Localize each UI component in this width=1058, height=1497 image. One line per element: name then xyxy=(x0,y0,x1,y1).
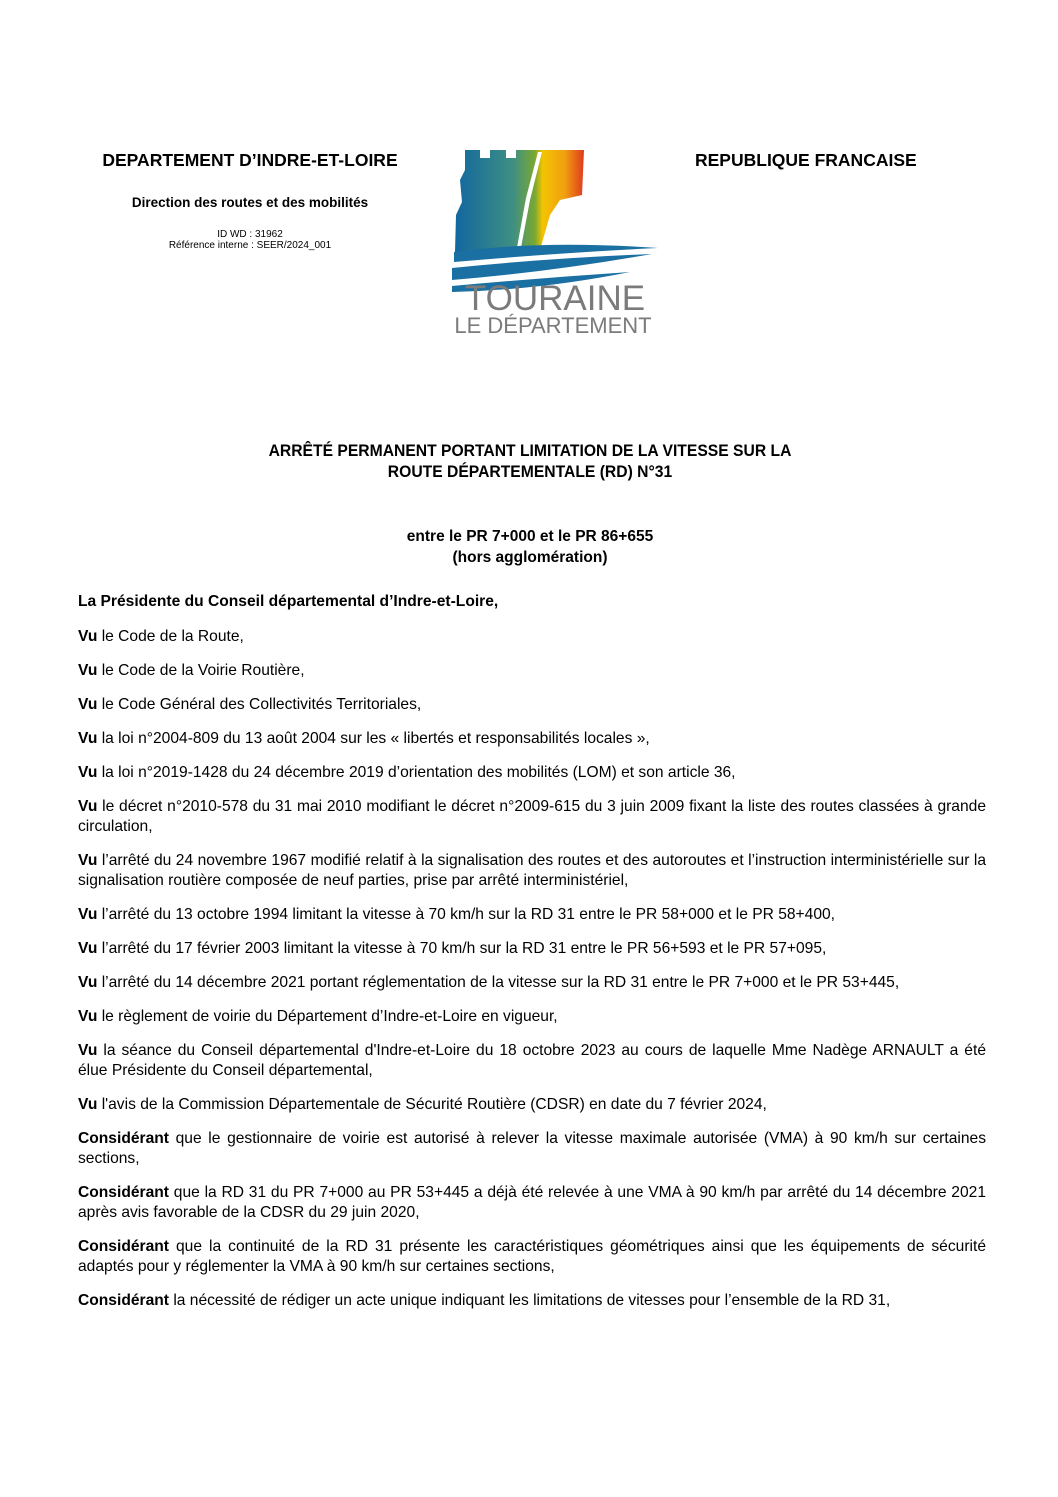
recital-keyword: Vu xyxy=(78,974,98,991)
touraine-logo xyxy=(440,140,670,340)
recital-considerant xyxy=(78,1237,986,1277)
recital-keyword: Considérant xyxy=(78,1130,169,1147)
recital-keyword: Considérant xyxy=(78,1238,169,1255)
internal-reference: Référence interne : SEER/2024_001 xyxy=(168,240,332,251)
recital-keyword: Vu xyxy=(78,764,98,781)
recital-text: que le gestionnaire de voirie est autorisé à relever la vitesse maximale autorisée (VMA) à 90 km/h sur certaines sections, xyxy=(78,1130,986,1167)
recital-keyword: Vu xyxy=(78,1096,98,1113)
department-name: DEPARTEMENT D’INDRE-ET-LOIRE xyxy=(102,150,398,170)
id-wd: ID WD : 31962 xyxy=(217,229,283,240)
recital-vu xyxy=(78,627,986,647)
recital-vu xyxy=(78,797,986,837)
recital-considerant xyxy=(78,1291,986,1311)
title-line-2: ROUTE DÉPARTEMENTALE (RD) N°31 xyxy=(387,463,673,481)
recital-considerant xyxy=(78,1183,986,1223)
recital-keyword: Vu xyxy=(78,696,98,713)
recital-keyword: Vu xyxy=(78,852,98,869)
recital-text: le Code de la Voirie Routière, xyxy=(97,662,305,679)
recital-keyword: Vu xyxy=(78,940,98,957)
decree-subtitle xyxy=(230,526,830,568)
recital-keyword: Vu xyxy=(78,1008,98,1025)
recital-vu xyxy=(78,763,986,783)
subtitle-line-2: (hors agglomération) xyxy=(452,549,608,566)
title-line-1: ARRÊTÉ PERMANENT PORTANT LIMITATION DE LA VITESSE SUR LA xyxy=(268,442,792,460)
decree-title xyxy=(160,441,901,483)
recital-text: l’arrêté du 24 novembre 1967 modifié relatif à la signalisation des routes et des autoroutes et l’instruction interministérielle sur la signalisation routière composée de neuf parties, prise par arrêté interministériel, xyxy=(78,852,986,889)
recital-text: le Code de la Route, xyxy=(97,628,244,645)
recital-considerant xyxy=(78,1129,986,1169)
recital-text: la loi n°2019-1428 du 24 décembre 2019 d’orientation des mobilités (LOM) et son article 36, xyxy=(97,764,736,781)
svg-text:LE DÉPARTEMENT: LE DÉPARTEMENT xyxy=(454,313,652,338)
recital-text: le Code Général des Collectivités Territoriales, xyxy=(97,696,422,713)
document-ids xyxy=(60,229,440,251)
recital-vu xyxy=(78,973,986,993)
recital-vu xyxy=(78,1095,986,1115)
recital-keyword: Vu xyxy=(78,906,98,923)
recital-text: que la RD 31 du PR 7+000 au PR 53+445 a déjà été relevée à une VMA à 90 km/h par arrêté du 14 décembre 2021 après avis favorable de la CDSR du 29 juin 2020, xyxy=(78,1184,986,1221)
subtitle-line-1: entre le PR 7+000 et le PR 86+655 xyxy=(406,528,654,545)
decree-body xyxy=(78,592,986,1325)
recital-text: le décret n°2010-578 du 31 mai 2010 modifiant le décret n°2009-615 du 3 juin 2009 fixant la liste des routes classées à grande circulation, xyxy=(78,798,986,835)
recital-keyword: Vu xyxy=(78,798,98,815)
recital-keyword: Considérant xyxy=(78,1184,169,1201)
direction-name: Direction des routes et des mobilités xyxy=(131,195,369,210)
recital-text: la loi n°2004-809 du 13 août 2004 sur les « libertés et responsabilités locales », xyxy=(97,730,650,747)
recitals-list xyxy=(78,627,986,1311)
recital-vu xyxy=(78,1041,986,1081)
recital-text: l’arrêté du 14 décembre 2021 portant réglementation de la vitesse sur la RD 31 entre le PR 7+000 et le PR 53+445, xyxy=(97,974,900,991)
recital-keyword: Vu xyxy=(78,628,98,645)
republic-label: REPUBLIQUE FRANCAISE xyxy=(695,150,917,170)
recital-vu xyxy=(78,1007,986,1027)
svg-text:TOURAINE: TOURAINE xyxy=(464,279,646,318)
recital-text: l'avis de la Commission Départementale de Sécurité Routière (CDSR) en date du 7 février 2024, xyxy=(97,1096,767,1113)
recital-vu xyxy=(78,851,986,891)
president-intro: La Présidente du Conseil départemental d’Indre-et-Loire, xyxy=(78,593,499,610)
castle-tower-icon xyxy=(440,140,670,340)
recital-vu xyxy=(78,729,986,749)
recital-keyword: Vu xyxy=(78,730,98,747)
recital-vu xyxy=(78,695,986,715)
recital-keyword: Considérant xyxy=(78,1292,169,1309)
recital-text: que la continuité de la RD 31 présente les caractéristiques géométriques ainsi que les équipements de sécurité adaptés pour y réglementer la VMA à 90 km/h sur certaines sections, xyxy=(78,1238,986,1275)
recital-vu xyxy=(78,905,986,925)
recital-text: l’arrêté du 13 octobre 1994 limitant la vitesse à 70 km/h sur la RD 31 entre le PR 58+000 et le PR 58+400, xyxy=(97,906,836,923)
recital-keyword: Vu xyxy=(78,662,98,679)
recital-vu xyxy=(78,661,986,681)
recital-text: la nécessité de rédiger un acte unique indiquant les limitations de vitesses pour l’ensemble de la RD 31, xyxy=(168,1292,891,1309)
recital-keyword: Vu xyxy=(78,1042,98,1059)
recital-text: l’arrêté du 17 février 2003 limitant la vitesse à 70 km/h sur la RD 31 entre le PR 56+593 et le PR 57+095, xyxy=(97,940,827,957)
recital-text: le règlement de voirie du Département d’Indre-et-Loire en vigueur, xyxy=(97,1008,558,1025)
recital-vu xyxy=(78,939,986,959)
recital-text: la séance du Conseil départemental d'Indre-et-Loire du 18 octobre 2023 au cours de laquelle Mme Nadège ARNAULT a été élue Présidente du Conseil départemental, xyxy=(78,1042,986,1079)
